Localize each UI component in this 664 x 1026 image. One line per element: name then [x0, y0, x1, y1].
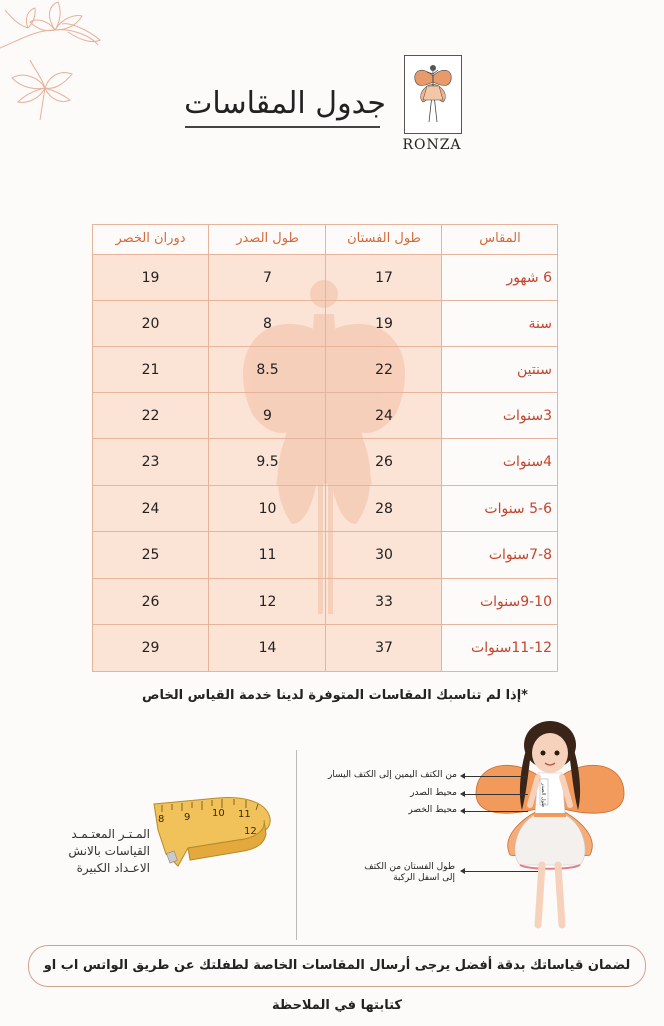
dress-length-cell: 26 [375, 454, 393, 470]
waist-cell: 19 [141, 270, 160, 286]
chest-length-cell: 14 [258, 640, 277, 656]
header-chest-length: طول الصدر [236, 231, 299, 246]
arrow-icon [462, 776, 528, 777]
dress-length-cell: 17 [375, 270, 393, 286]
size-cell: 3سنوات [502, 408, 552, 424]
custom-size-note: *إذا لم تناسبك المقاسات المتوفرة لدينا خدمة القياس الخاص [142, 688, 528, 703]
table-row [92, 301, 558, 347]
chest-length-cell: 9 [263, 408, 272, 424]
footer-instructions: لضمان قياساتك بدقة أفضل يرجى أرسال المقاسات الخاصة لطفلتك عن طريق الواتس اب او كتابتها في الملاحظة [28, 945, 646, 987]
shoulder-annotation: من الكتف اليمين إلى الكتف اليسار [327, 770, 457, 780]
dress-length-cell: 30 [375, 547, 393, 563]
chest-length-cell: 10 [258, 501, 277, 517]
size-cell: 6 شهور [506, 270, 552, 286]
size-cell: 9-10سنوات [479, 594, 552, 610]
fairy-logo-icon [405, 56, 461, 133]
tape-number: 9 [184, 812, 191, 823]
size-cell: سنتين [516, 362, 552, 378]
table-row [92, 255, 558, 301]
brand-logo [404, 55, 462, 134]
size-table [92, 224, 558, 672]
title-underline [185, 126, 380, 128]
chest-length-cell: 12 [258, 594, 277, 610]
table-row [92, 347, 558, 393]
flower-decoration [0, 0, 120, 130]
dress-length-cell: 28 [375, 501, 393, 517]
table-row [92, 486, 558, 532]
brand-name: RONZA [402, 137, 462, 153]
table-row [92, 532, 558, 578]
arrow-icon [462, 794, 528, 795]
waist-cell: 25 [141, 547, 160, 563]
tape-caption [40, 826, 150, 877]
chest-length-cell: 7 [263, 270, 272, 286]
size-cell: سنة [528, 316, 552, 332]
tape-number: 8 [158, 814, 165, 825]
waist-cell: 29 [141, 640, 160, 656]
waist-cell: 26 [141, 594, 160, 610]
waist-cell: 23 [141, 454, 160, 470]
dress-length-cell: 19 [375, 316, 393, 332]
waist-cell: 24 [141, 501, 160, 517]
header-size: المقاس [479, 231, 521, 246]
arrow-icon [462, 871, 538, 872]
tape-caption-line: المـتـر المعتـمـد [71, 827, 150, 841]
page-title: جدول المقاسات [184, 86, 386, 121]
table-row [92, 625, 558, 671]
tape-caption-line: الاعـداد الكبيرة [76, 861, 150, 875]
waist-annotation: محيط الخصر [408, 805, 457, 815]
dress-length-annotation-line2: إلى اسفل الركبة [393, 873, 455, 883]
tape-number: 11 [238, 809, 251, 820]
tape-number: 12 [244, 826, 257, 837]
chest-length-cell: 9.5 [256, 454, 279, 470]
dress-length-cell: 24 [375, 408, 393, 424]
chest-annotation: محيط الصدر [410, 788, 457, 798]
header-waist: دوران الخصر [115, 231, 186, 246]
size-cell: 4سنوات [502, 454, 552, 470]
waist-cell: 22 [141, 408, 160, 424]
waist-cell: 21 [141, 362, 160, 378]
size-cell: 11-12سنوات [471, 640, 552, 656]
arrow-icon [462, 811, 528, 812]
dress-length-cell: 37 [375, 640, 393, 656]
measuring-tape-icon [148, 790, 276, 870]
dress-length-cell: 22 [375, 362, 393, 378]
chest-length-cell: 8 [263, 316, 272, 332]
table-row [92, 579, 558, 625]
dress-length-cell: 33 [375, 594, 393, 610]
chest-length-cell: 11 [258, 547, 277, 563]
table-row [92, 439, 558, 485]
section-divider [296, 750, 297, 940]
waist-cell: 20 [141, 316, 160, 332]
table-row [92, 393, 558, 439]
fairy-girl-illustration [470, 715, 630, 940]
chest-length-label: طول الصدر [540, 783, 546, 808]
size-cell: 5-6 سنوات [484, 501, 552, 517]
tape-number: 10 [212, 808, 225, 819]
size-cell: 7-8سنوات [488, 547, 552, 563]
tape-caption-line: القياسات بالانش [68, 844, 150, 858]
dress-length-annotation: طول الفستان من الكتف [364, 862, 455, 872]
chest-length-cell: 8.5 [256, 362, 279, 378]
header-dress-length: طول الفستان [347, 231, 421, 246]
